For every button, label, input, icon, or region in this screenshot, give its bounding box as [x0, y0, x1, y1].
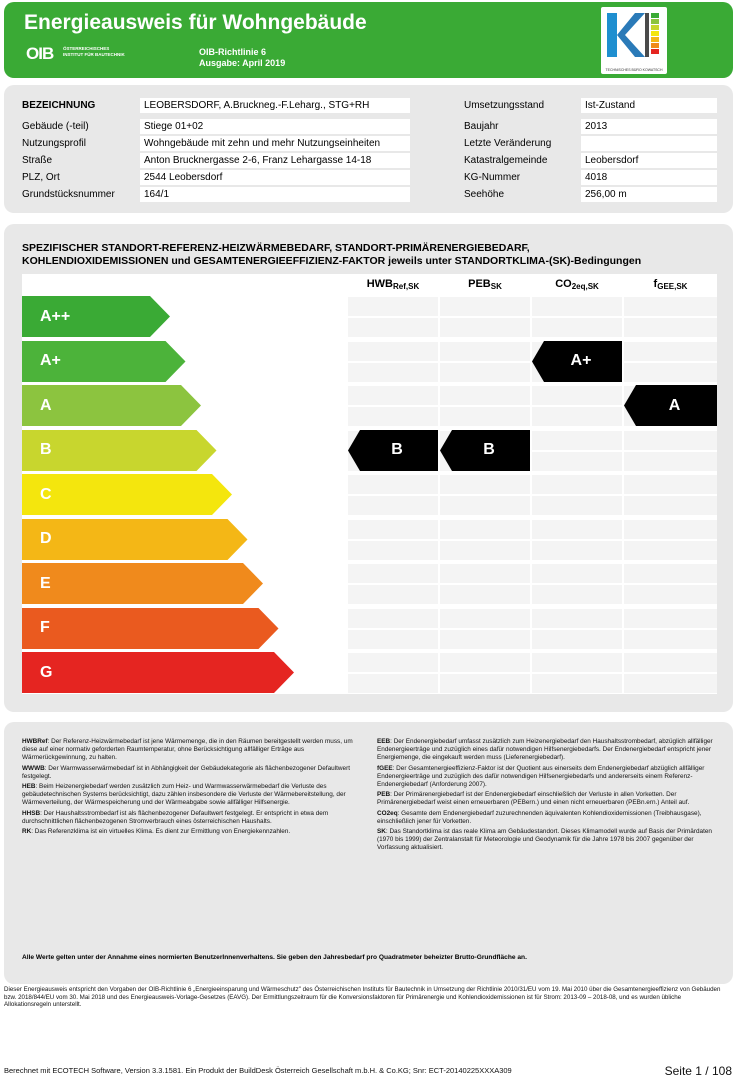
fgee-rating-marker: [624, 385, 717, 426]
grid-cell: [440, 541, 530, 560]
guideline-name: OIB-Richtlinie 6: [199, 47, 267, 57]
building-info-panel: [4, 85, 733, 213]
guideline-edition: Ausgabe: April 2019: [199, 58, 286, 68]
grid-cell: [532, 630, 622, 649]
grid-cell: [348, 609, 438, 628]
energy-class-label: B: [40, 441, 52, 458]
logo-caption: TECHNISCHES BÜRO KOWATSCH: [605, 68, 663, 72]
grid-cell: [532, 407, 622, 426]
legend-entry: HEB: Beim Heizenergiebedarf werden zusätzlich zum Heiz- und Warmwasserwärmebedarf die Verluste des gebäudetechnischen Systems berücksichtigt, dazu zählen insbesondere die Verluste der Wärmebereitstellung, der Wärmeverteilung, der Wärmespeicherung und der Wärmeabgabe sowie allfälliger Hilfsenergie.: [22, 783, 346, 807]
class-arrow-shape: [22, 608, 279, 649]
grid-cell: [348, 585, 438, 604]
grid-cell: [348, 297, 438, 316]
class-arrow-shape: [22, 519, 248, 560]
oib-logo: OIB ÖSTERREICHISCHES INSTITUT FÜR BAUTECHNIK: [26, 44, 125, 63]
legend-right-column: [377, 738, 717, 855]
grid-cell: [348, 496, 438, 515]
legend-entry: WWWB: Der Warmwasserwärmebedarf ist in Abhängigkeit der Gebäudekategorie als flächenbezogener Defaultwert festgelegt.: [22, 764, 350, 780]
grid-cell: [440, 363, 530, 382]
grid-cell: [348, 520, 438, 539]
energy-class-bar: [22, 519, 248, 560]
class-arrow-shape: [22, 474, 232, 515]
energy-class-label: A: [40, 396, 52, 414]
grid-cell: [624, 674, 717, 693]
grid-cell: [624, 363, 717, 382]
grid-cell: [440, 630, 530, 649]
compliance-note: Dieser Energieausweis entspricht den Vorgaben der OIB-Richtlinie 6 „Energieeinsparung und Wärmeschutz" des Österreichischen Instituts für Bautechnik in Umsetzung der Richtlinie 2010/31/EU vom 19. Mai 2010 über die Gesamtenergieeffizienz von Gebäuden bzw. 2018/844/EU vom 30. Mai 2018 und des Energieausweis-Vorlage-Gesetzes (EAVG). Der Ermittlungszeitraum für die Konversionsfaktoren für Primärenergie und Kohlendioxidemissionen ist für Strom: 2013-09 – 2018-08, und es wurden übliche Allokationsregeln unterstellt.: [4, 986, 721, 1008]
grid-cell: [532, 431, 622, 450]
column-header-fgee: $f_{GEE,SK}$: [653, 278, 688, 291]
info-row: Straße Anton Brucknergasse 2-6, Franz Lehargasse 14-18: [4, 153, 424, 168]
grid-cell: [624, 564, 717, 583]
marker-label: A: [668, 396, 681, 414]
info-row: Nutzungsprofil Wohngebäude mit zehn und mehr Nutzungseinheiten: [4, 136, 424, 151]
page-number: Seite 1 / 108: [664, 1064, 732, 1078]
header-bar: [4, 2, 733, 78]
grid-cell: [624, 520, 717, 539]
energy-class-bar: [22, 563, 263, 604]
grid-cell: [440, 297, 530, 316]
marker-label: B: [391, 441, 403, 458]
guideline-info: [199, 47, 285, 69]
energy-class-bar: [22, 474, 232, 515]
grid-cell: [348, 318, 438, 337]
energy-class-label: C: [40, 485, 52, 503]
grid-cell: [440, 653, 530, 672]
hwb-rating-marker: [348, 430, 438, 471]
info-row-right: KG-Nummer 4018: [4, 170, 733, 185]
grid-cell: [624, 585, 717, 604]
designation-value: LEOBERSDORF, A.Bruckneg.-F.Leharg., STG+RH: [140, 98, 410, 113]
grid-cell: [624, 653, 717, 672]
designation-label: BEZEICHNUNG: [22, 100, 96, 111]
column-header-peb: $PEB_{SK}$: [468, 278, 502, 291]
class-arrow-shape: [22, 652, 294, 693]
grid-cell: [532, 585, 622, 604]
energy-scale-panel: [4, 224, 733, 712]
grid-cell: [532, 653, 622, 672]
grid-cell: [440, 475, 530, 494]
legend-entry: PEB: Der Primärenergiebedarf ist der Endenergiebedarf einschließlich der Verluste in allen Vorketten. Der Primärenergiebedarf weist einen erneuerbaren (PEBern.) und einen nicht erneuerbaren (PEBn.ern.) Anteil auf.: [377, 791, 690, 807]
energy-logo-icon: [601, 7, 667, 65]
grid-cell: [348, 653, 438, 672]
grid-cell: [624, 431, 717, 450]
legend-panel: [4, 722, 733, 984]
grid-cell: [440, 342, 530, 361]
co2-rating-marker: [532, 341, 622, 382]
energy-class-label: G: [40, 663, 53, 681]
grid-cell: [532, 520, 622, 539]
grid-cell: [532, 452, 622, 471]
info-row: Grundstücksnummer 164/1: [4, 187, 424, 202]
info-row-right: Katastralgemeinde Leobersdorf: [4, 153, 733, 168]
grid-cell: [348, 564, 438, 583]
energy-class-label: E: [40, 574, 51, 592]
info-row: Gebäude (-teil) Stiege 01+02: [4, 119, 424, 134]
grid-cell: [348, 630, 438, 649]
software-footer: Berechnet mit ECOTECH Software, Version 3.3.1581. Ein Produkt der BuildDesk Österreich Gesellschaft m.b.H. & Co.KG; Snr: ECT-20140225XXXA309: [4, 1066, 512, 1075]
grid-cell: [440, 318, 530, 337]
grid-cell: [348, 407, 438, 426]
grid-cell: [348, 475, 438, 494]
grid-cell: [624, 496, 717, 515]
legend-entry: fGEE: Der Gesamtenergieeffizienz-Faktor ist der Quotient aus einerseits dem Endenergiebedarf abzüglich allfälliger Endenergieerträge und zuzüglich des dafür notwendigen Hilfsenergiebedarfs und andererseits einem Referenz-Endenergiebedarf (Anforderung 2007).: [377, 764, 705, 789]
grid-cell: [624, 630, 717, 649]
legend-left-column: [22, 738, 358, 838]
grid-cell: [532, 297, 622, 316]
grid-cell: [624, 318, 717, 337]
energy-class-bar: [22, 652, 294, 693]
grid-cell: [532, 674, 622, 693]
grid-cell: [440, 407, 530, 426]
marker-label: B: [483, 441, 495, 458]
energy-class-bar: [22, 341, 186, 382]
grid-cell: [440, 609, 530, 628]
grid-cell: [440, 496, 530, 515]
legend-entry: EEB: Der Endenergiebedarf umfasst zusätzlich zum Heizenergiebedarf den Haushaltsstrombedarf, abzüglich allfälliger Endenergieerträge und zuzüglich eines dafür notwendigen Hilfsenergiebedarfs. Der Endenergiebedarf entspricht jener Energiemenge, die eingekauft werden muss (Lieferenergiebedarf).: [377, 738, 713, 762]
scale-heading: SPEZIFISCHER STANDORT-REFERENZ-HEIZWÄRMEBEDARF, STANDORT-PRIMÄRENERGIEBEDARF, KOHLENDIOXIDEMISSIONEN und GESAMTENERGIEEFFIZIENZ-FAKTOR jeweils unter STANDORTKLIMA-(SK)-Bedingungen: [22, 242, 642, 267]
grid-cell: [624, 297, 717, 316]
grid-cell: [624, 541, 717, 560]
grid-cell: [440, 585, 530, 604]
peb-rating-marker: [440, 430, 530, 471]
legend-entry: HWBRef: Der Referenz-Heizwärmebedarf ist jene Wärmemenge, die in den Räumen bereitgestellt werden muss, um diese auf einer normativ geforderten Raumtemperatur, ohne Berücksichtigung allfälliger Erträge aus Wärmerückgewinnung, zu halten.: [22, 738, 353, 762]
info-row-right: Letzte Veränderung: [4, 136, 733, 151]
grid-cell: [348, 541, 438, 560]
grid-cell: [348, 363, 438, 382]
info-row: PLZ, Ort 2544 Leobersdorf: [4, 170, 424, 185]
grid-cell: [532, 318, 622, 337]
grid-cell: [624, 609, 717, 628]
grid-cell: [624, 475, 717, 494]
grid-cell: [348, 386, 438, 405]
energy-class-bar: [22, 296, 170, 337]
info-row-right: Umsetzungsstand Ist-Zustand: [4, 98, 733, 113]
document-title: Energieausweis für Wohngebäude: [24, 11, 367, 34]
column-header-hwb: $HWB_{Ref,SK}$: [366, 278, 420, 291]
legend-entry: RK: Das Referenzklima ist ein virtuelles Klima. Es dient zur Ermittlung von Energiekennzahlen.: [22, 828, 291, 836]
grid-cell: [532, 386, 622, 405]
energy-class-bar: [22, 385, 201, 426]
grid-cell: [440, 674, 530, 693]
energy-class-bar: [22, 430, 217, 471]
class-arrow-shape: [22, 563, 263, 604]
energy-class-label: D: [40, 530, 52, 547]
company-logo: [601, 7, 667, 74]
energy-class-label: A++: [40, 307, 71, 325]
grid-cell: [532, 609, 622, 628]
column-header-co2: $CO_{2eq,SK}$: [555, 278, 599, 291]
info-row-right: Seehöhe 256,00 m: [4, 187, 733, 202]
legend-entry: CO2eq: Gesamte dem Endenergiebedarf zuzurechnenden äquivalenten Kohlendioxidemissionen (Treibhausgase), einschließlich jener für Vorketten.: [377, 809, 702, 825]
legend-entry: HHSB: Der Haushaltsstrombedarf ist als flächenbezogener Defaultwert festgelegt. Er entspricht in etwa dem durchschnittlichen flächenbezogenen Stromverbrauch eines österreichischen Haushalts.: [22, 809, 329, 825]
grid-cell: [624, 342, 717, 361]
info-row-right: Baujahr 2013: [4, 119, 733, 134]
grid-cell: [440, 520, 530, 539]
grid-cell: [348, 674, 438, 693]
legend-footnote: Alle Werte gelten unter der Annahme eines normierten BenutzerInnenverhaltens. Sie geben den Jahresbedarf pro Quadratmeter beheizter Brutto-Grundfläche an.: [22, 954, 527, 961]
grid-cell: [624, 452, 717, 471]
grid-cell: [532, 541, 622, 560]
energy-class-label: F: [40, 619, 50, 636]
marker-label: A+: [570, 352, 592, 369]
grid-cell: [532, 475, 622, 494]
grid-cell: [440, 386, 530, 405]
energy-class-chart: [22, 274, 717, 694]
grid-cell: [348, 342, 438, 361]
legend-entry: SK: Das Standortklima ist das reale Klima am Gebäudestandort. Dieses Klimamodell wurde auf Basis der Primärdaten (1970 bis 1999) der Zentralanstalt für Meteorologie und Geodynamik für die Jahre 1978 bis 2007 gegenüber der Vorfassung aktualisiert.: [377, 828, 712, 852]
energy-class-label: A+: [40, 352, 61, 369]
grid-cell: [440, 564, 530, 583]
energy-class-bar: [22, 608, 279, 649]
grid-cell: [532, 496, 622, 515]
grid-cell: [532, 564, 622, 583]
